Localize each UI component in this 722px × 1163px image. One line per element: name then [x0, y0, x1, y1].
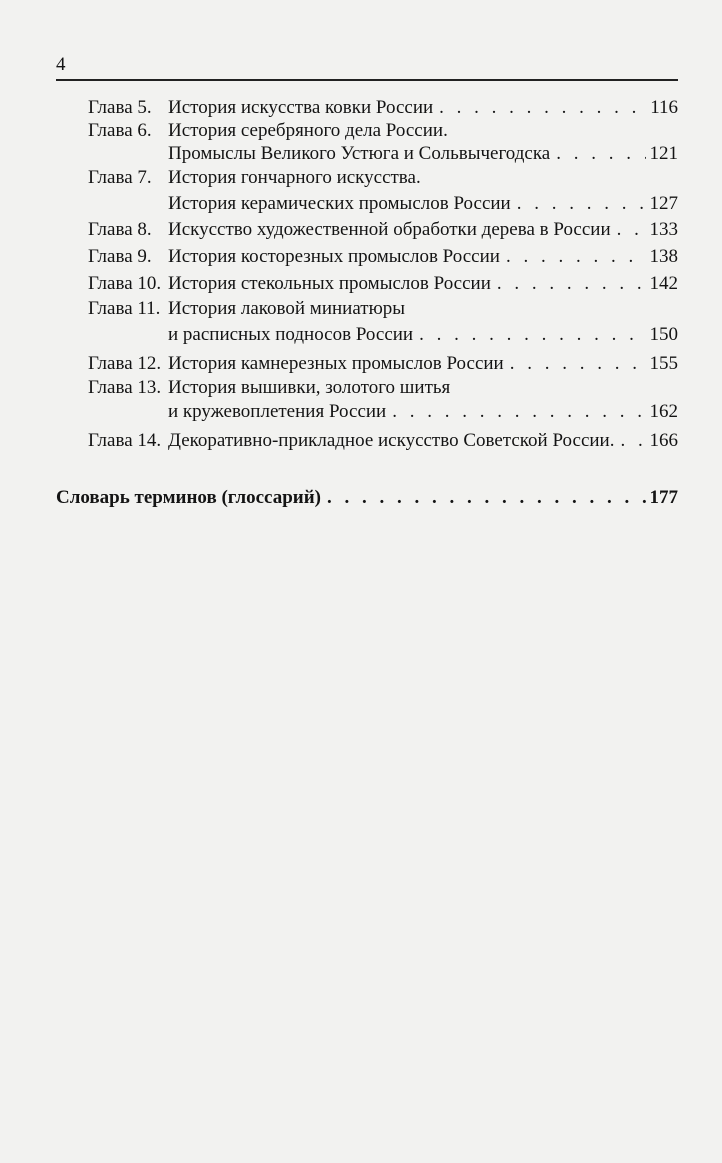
toc-entry-continuation [168, 323, 678, 347]
chapter-label: Глава 8. [88, 219, 152, 240]
dot-leader [504, 352, 646, 376]
chapter-title: Декоративно-прикладное искусство Советской России. [168, 430, 615, 451]
page-ref: 127 [649, 193, 678, 214]
page-ref: 155 [649, 353, 678, 374]
chapter-title: Искусство художественной обработки дерева в России [168, 219, 611, 240]
dot-leader [321, 486, 646, 510]
chapter-label: Глава 10. [88, 273, 162, 294]
chapter-label: Глава 11. [88, 298, 161, 319]
toc-entry [88, 245, 678, 269]
page-ref: 116 [650, 97, 678, 118]
dot-leader [611, 218, 646, 242]
toc-entry [88, 96, 678, 120]
chapter-title-line: и расписных подносов России [168, 324, 414, 345]
toc-entry [88, 272, 678, 296]
chapter-label: Глава 12. [88, 353, 162, 374]
dot-leader [433, 96, 646, 120]
chapter-title: История камнерезных промыслов России [168, 353, 504, 374]
chapter-title: История гончарного искусства. [168, 167, 421, 188]
chapter-title-line: Промыслы Великого Устюга и Сольвычегодска [168, 143, 551, 164]
chapter-title: История косторезных промыслов России [168, 246, 500, 267]
toc-entry [88, 166, 678, 190]
page-ref: 121 [649, 143, 678, 164]
page-ref: 162 [649, 401, 678, 422]
page-ref: 142 [649, 273, 678, 294]
dot-leader [511, 192, 646, 216]
chapter-title: История искусства ковки России [168, 97, 434, 118]
toc-entry [88, 352, 678, 376]
toc-entry [88, 119, 678, 143]
page-ref: 177 [649, 487, 678, 508]
chapter-title-line: и кружевоплетения России [168, 401, 387, 422]
chapter-label: Глава 5. [88, 97, 152, 118]
chapter-label: Глава 14. [88, 430, 162, 451]
chapter-title: История серебряного дела России. [168, 120, 448, 141]
dot-leader [413, 323, 645, 347]
toc-entry-continuation [168, 142, 678, 166]
toc-entry [88, 376, 678, 400]
glossary-title: Словарь терминов (глоссарий) [56, 487, 321, 508]
chapter-label: Глава 9. [88, 246, 152, 267]
chapter-label: Глава 13. [88, 377, 162, 398]
chapter-title-line: История керамических промыслов России [168, 193, 511, 214]
header-rule [56, 79, 678, 81]
chapter-title: История лаковой миниатюры [168, 298, 406, 319]
toc-entry [88, 218, 678, 242]
page-ref: 138 [649, 246, 678, 267]
dot-leader [550, 142, 645, 166]
dot-leader [614, 429, 645, 453]
page-ref: 166 [649, 430, 678, 451]
dot-leader [386, 400, 645, 424]
page-ref: 150 [649, 324, 678, 345]
toc-entry-continuation [168, 192, 678, 216]
dot-leader [500, 245, 646, 269]
chapter-title: История вышивки, золотого шитья [168, 377, 451, 398]
toc-entry-continuation [168, 400, 678, 424]
toc-entry [88, 297, 678, 321]
page-ref: 133 [649, 219, 678, 240]
dot-leader [491, 272, 646, 296]
chapter-label: Глава 6. [88, 120, 152, 141]
toc-entry-glossary [56, 486, 678, 510]
page-number: 4 [56, 54, 66, 75]
chapter-title: История стекольных промыслов России [168, 273, 491, 294]
toc-entry [88, 429, 678, 453]
chapter-label: Глава 7. [88, 167, 152, 188]
